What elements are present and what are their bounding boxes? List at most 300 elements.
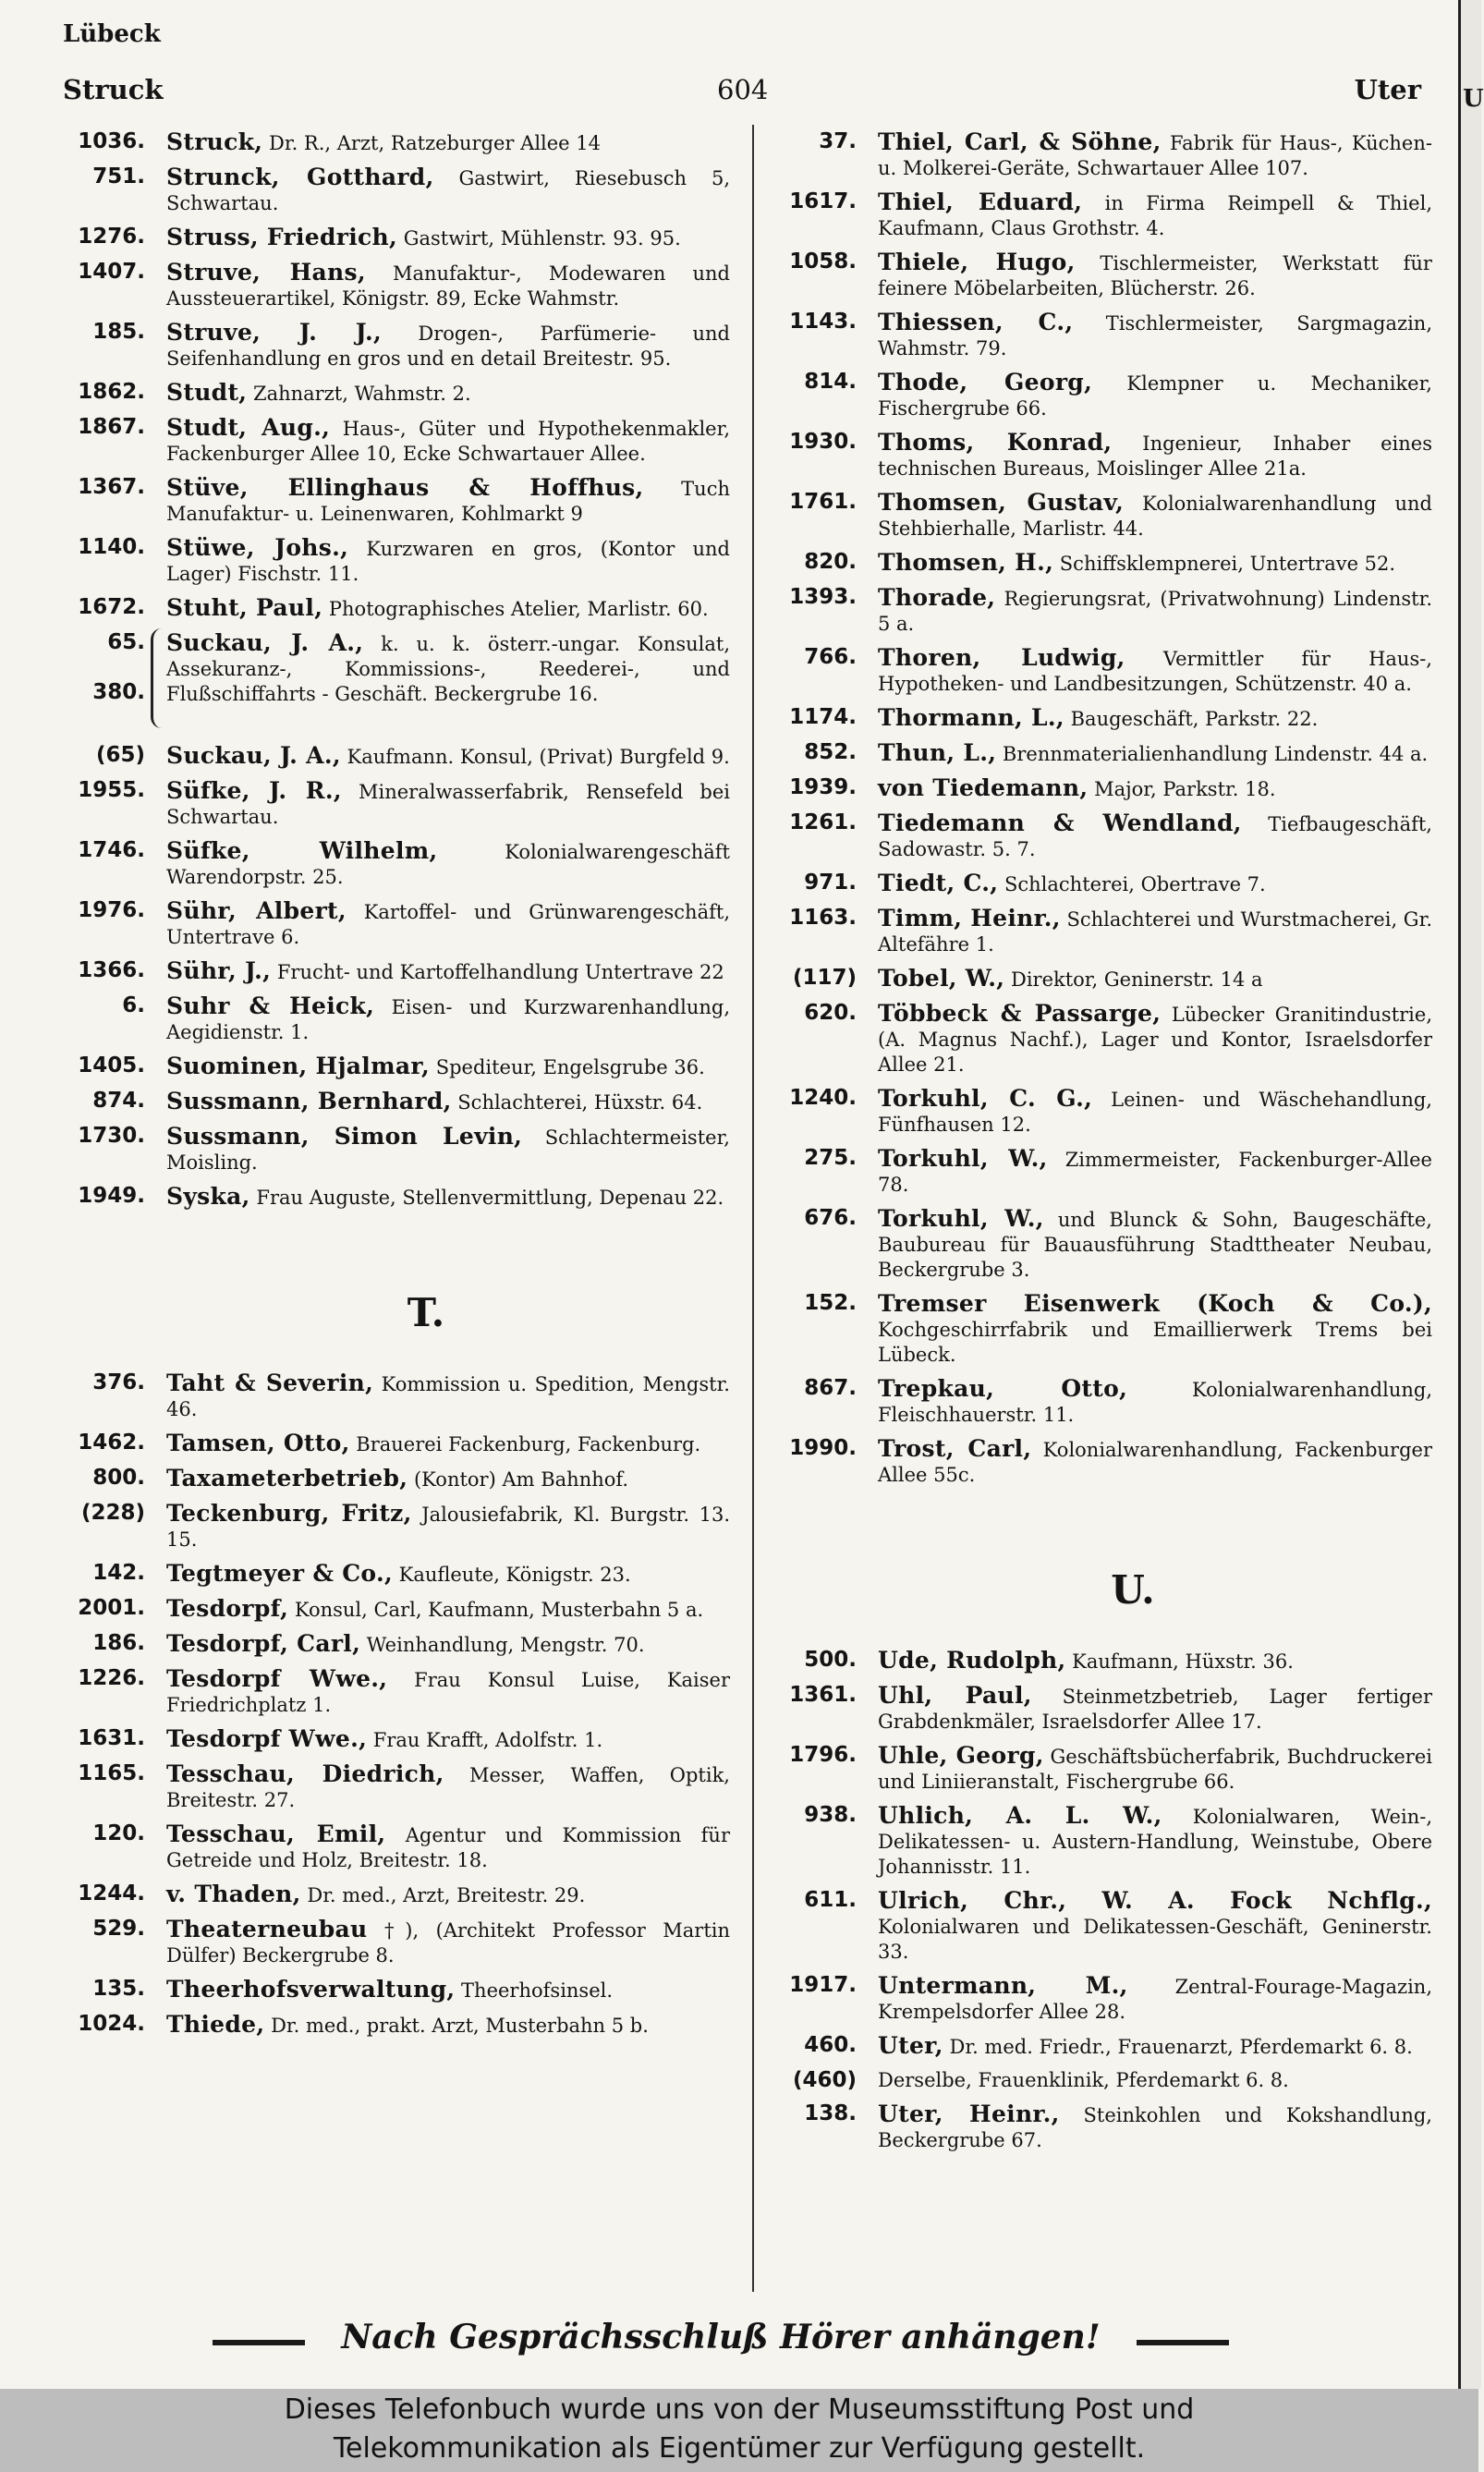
directory-entry [57, 1184, 730, 1211]
entry-text [878, 1803, 1432, 1880]
directory-entry [57, 1666, 730, 1718]
directory-entry [57, 1761, 730, 1813]
phone-number: 1631. [78, 1726, 145, 1750]
entry-text [878, 1376, 1432, 1428]
phone-number: 1761. [789, 490, 857, 514]
directory-entry [769, 645, 1432, 697]
entry-text [166, 260, 730, 311]
subscriber-name: Uhlich, A. L. W., [878, 1802, 1162, 1829]
directory-entry [769, 129, 1432, 181]
subscriber-name: Tesdorpf Wwe., [166, 1665, 388, 1692]
subscriber-details: Konsul, Carl, Kaufmann, Musterbahn 5 a. [294, 1599, 704, 1621]
directory-entry [57, 1370, 730, 1422]
entry-text [878, 2101, 1432, 2153]
subscriber-details: Frucht- und Kartoffelhandlung Untertrave 22 [276, 961, 724, 983]
subscriber-name: Tesdorpf Wwe., [166, 1725, 368, 1752]
subscriber-name: Strunck, Gotthard, [166, 164, 434, 190]
subscriber-details: Kochgeschirrfabrik und Emaillierwerk Trems bei Lübeck. [878, 1319, 1432, 1366]
directory-entry [769, 370, 1432, 421]
directory-entry [769, 810, 1432, 862]
section-letter-heading: U. [1111, 1567, 1155, 1613]
entry-text [166, 1726, 730, 1753]
directory-entry [57, 260, 730, 311]
subscriber-name: Ude, Rudolph, [878, 1647, 1066, 1674]
directory-entry [769, 1973, 1432, 2025]
entry-text [166, 2012, 730, 2039]
subscriber-details: Zahnarzt, Wahmstr. 2. [253, 383, 471, 405]
subscriber-details: Schlachterei und Wurstmacherei, Gr. Altefähre 1. [878, 908, 1432, 956]
phone-number: 611. [804, 1888, 857, 1912]
subscriber-name: Trepkau, Otto, [878, 1375, 1128, 1402]
entry-text [166, 778, 730, 830]
phone-number: 376. [92, 1370, 145, 1394]
phone-number: 1746. [78, 838, 145, 862]
entry-text [878, 370, 1432, 421]
subscriber-name: Uter, [878, 2032, 943, 2059]
phone-number: 814. [804, 370, 857, 394]
entry-text [878, 1291, 1432, 1368]
subscriber-name: Sussmann, Bernhard, [166, 1088, 452, 1114]
subscriber-name: Taxameterbetrieb, [166, 1465, 408, 1492]
subscriber-details: Tiefbaugeschäft, Sadowastr. 5. 7. [878, 813, 1432, 860]
entry-text [166, 898, 730, 950]
column-divider [752, 125, 754, 2292]
entry-text [878, 775, 1432, 802]
entry-text [878, 1888, 1432, 1965]
phone-number: 751. [92, 164, 145, 189]
entry-text [166, 1881, 730, 1908]
grouping-brace [151, 628, 163, 728]
entry-text [878, 1683, 1432, 1735]
entry-text [878, 1436, 1432, 1488]
subscriber-name: Tiedemann & Wendland, [878, 810, 1242, 836]
entry-text [878, 189, 1432, 241]
entry-text [166, 1124, 730, 1175]
entry-text [166, 1466, 730, 1492]
phone-number: 800. [92, 1466, 145, 1490]
subscriber-details: Gastwirt, Riesebusch 5, Schwartau. [166, 167, 730, 214]
subscriber-name: Tobel, W., [878, 965, 1005, 992]
subscriber-name: Ulrich, Chr., W. A. Fock Nchflg., [878, 1887, 1432, 1914]
directory-entry [57, 630, 730, 730]
directory-entry [769, 1376, 1432, 1428]
phone-number: 820. [804, 550, 857, 574]
entry-text [166, 1431, 730, 1457]
directory-entry [57, 475, 730, 527]
subscriber-name: Teckenburg, Fritz, [166, 1500, 412, 1527]
directory-entry [769, 310, 1432, 361]
directory-entry [57, 129, 730, 156]
subscriber-name: Thoren, Ludwig, [878, 644, 1125, 671]
subscriber-details: Kurzwaren en gros, (Kontor und Lager) Fischstr. 11. [166, 538, 730, 585]
subscriber-details: Kaufmann, Hüxstr. 36. [1072, 1650, 1294, 1673]
phone-number: 1174. [789, 705, 857, 729]
right-keyword: Uter [1354, 74, 1421, 105]
directory-entry [769, 775, 1432, 802]
phone-number: 1672. [78, 595, 145, 619]
phone-number: 1617. [789, 189, 857, 213]
entry-text [878, 550, 1432, 577]
entry-text [166, 1596, 730, 1623]
phone-number: 529. [92, 1917, 145, 1941]
subscriber-details: Frau Konsul Luise, Kaiser Friedrichplatz 1. [166, 1669, 730, 1716]
phone-number: 874. [92, 1089, 145, 1113]
subscriber-name: Torkuhl, W., [878, 1145, 1048, 1172]
subscriber-details: Leinen- und Wäschehandlung, Fünfhausen 12. [878, 1089, 1432, 1136]
subscriber-details: k. u. k. österr.-ungar. Konsulat, Assekuranz-, Kommissions-, Reederei-, und Flußschiffahrts - Geschäft. Beckergrube 16. [166, 633, 730, 705]
subscriber-details: Tischlermeister, Sargmagazin, Wahmstr. 79. [878, 312, 1432, 359]
entry-text [166, 993, 730, 1045]
directory-entry [769, 871, 1432, 897]
directory-entry [57, 1726, 730, 1753]
entry-text [878, 740, 1432, 767]
entry-text [166, 1761, 730, 1813]
phone-number: 138. [804, 2101, 857, 2125]
entry-text [166, 475, 730, 527]
subscriber-name: Stüve, Ellinghaus & Hoffhus, [166, 474, 644, 501]
entry-text [878, 250, 1432, 301]
phone-number: 938. [804, 1803, 857, 1827]
entry-text [166, 1821, 730, 1873]
subscriber-details: Frau Auguste, Stellenvermittlung, Depenau 22. [256, 1187, 724, 1209]
subscriber-details: Agentur und Kommission für Getreide und Holz, Breitestr. 18. [166, 1824, 730, 1871]
subscriber-details: Frau Krafft, Adolfstr. 1. [372, 1729, 603, 1751]
directory-entry [769, 250, 1432, 301]
phone-number: 65. [107, 630, 145, 654]
phone-number: 1143. [789, 310, 857, 334]
directory-entry [769, 705, 1432, 732]
phone-number: 1165. [78, 1761, 145, 1785]
subscriber-details: Tuch Manufaktur- u. Leinenwaren, Kohlmarkt 9 [166, 478, 730, 525]
subscriber-details: und Blunck & Sohn, Baugeschäfte, Baubureau für Bauausführung Stadttheater Neubau, Beckergrube 3. [878, 1209, 1432, 1281]
subscriber-name: Theaterneubau [166, 1916, 368, 1942]
subscriber-name: Thomsen, H., [878, 549, 1054, 576]
subscriber-name: Thode, Georg, [878, 369, 1093, 396]
subscriber-details: Kolonialwarenhandlung, Fleischhauerstr. 11. [878, 1379, 1432, 1426]
subscriber-name: Torkuhl, W., [878, 1205, 1044, 1232]
phone-number: 120. [92, 1821, 145, 1845]
subscriber-name: Tegtmeyer & Co., [166, 1560, 393, 1587]
phone-number: 185. [92, 320, 145, 344]
directory-entry [769, 550, 1432, 577]
phone-number: 1955. [78, 778, 145, 802]
directory-entry [769, 585, 1432, 637]
phone-number: 1244. [78, 1881, 145, 1906]
subscriber-details: Jalousiefabrik, Kl. Burgstr. 13. 15. [166, 1504, 730, 1551]
subscriber-name: Struck, [166, 128, 263, 155]
phone-number: 1462. [78, 1431, 145, 1455]
phone-number-secondary: 380. [92, 680, 145, 704]
phone-number: 1949. [78, 1184, 145, 1208]
directory-entry [769, 430, 1432, 481]
subscriber-name: Tesdorpf, Carl, [166, 1630, 361, 1657]
phone-number: (65) [95, 743, 145, 767]
subscriber-details: Direktor, Geninerstr. 14 a [1010, 968, 1263, 991]
next-page-edge-letter: U [1463, 85, 1484, 113]
entry-text [878, 1973, 1432, 2025]
subscriber-details: Dr. med., prakt. Arzt, Musterbahn 5 b. [271, 2015, 649, 2037]
subscriber-details: Schiffsklempnerei, Untertrave 52. [1059, 553, 1396, 575]
subscriber-name: Taht & Severin, [166, 1370, 374, 1396]
subscriber-name: von Tiedemann, [878, 774, 1089, 801]
left-keyword: Struck [63, 74, 164, 105]
directory-entry [769, 1291, 1432, 1368]
entry-text [878, 310, 1432, 361]
subscriber-name: Thormann, L., [878, 704, 1064, 731]
entry-text [878, 2068, 1432, 2093]
subscriber-details: Schlachterei, Hüxstr. 64. [457, 1091, 703, 1114]
page-number: 604 [717, 74, 769, 105]
directory-entry [57, 164, 730, 216]
subscriber-name: Tremser Eisenwerk (Koch & Co.), [878, 1290, 1432, 1317]
subscriber-details: Dr. med. Friedr., Frauenarzt, Pferdemarkt 6. 8. [949, 2036, 1413, 2058]
subscriber-name: Struss, Friedrich, [166, 224, 398, 250]
directory-entry [769, 1803, 1432, 1880]
subscriber-details: Vermittler für Haus-, Hypotheken- und Landbesitzungen, Schützenstr. 40 a. [878, 648, 1432, 695]
phone-number: 852. [804, 740, 857, 764]
subscriber-details: Kolonialwarenhandlung und Stehbierhalle, Marlistr. 44. [878, 493, 1432, 540]
caption-line-1: Dieses Telefonbuch wurde uns von der Museumsstiftung Post und [284, 2393, 1195, 2426]
phone-number: 1867. [78, 415, 145, 439]
phone-number: 1796. [789, 1743, 857, 1767]
subscriber-details: Spediteur, Engelsgrube 36. [435, 1056, 705, 1078]
entry-text [878, 906, 1432, 957]
entry-text [166, 958, 730, 985]
phone-number: 1939. [789, 775, 857, 799]
subscriber-details: Kolonialwaren und Delikatessen-Geschäft, Geninerstr. 33. [878, 1916, 1432, 1963]
subscriber-details: Brennmaterialienhandlung Lindenstr. 44 a. [1002, 743, 1429, 765]
entry-text [166, 535, 730, 587]
phone-number: 971. [804, 871, 857, 895]
directory-entry [57, 415, 730, 467]
directory-entry [769, 1743, 1432, 1795]
phone-number: 867. [804, 1376, 857, 1400]
subscriber-details: Kartoffel- und Grünwarengeschäft, Untertrave 6. [166, 901, 730, 948]
directory-entry [57, 993, 730, 1045]
subscriber-details: Schlachtermeister, Moisling. [166, 1126, 730, 1174]
directory-entry [57, 1466, 730, 1492]
directory-entry [57, 535, 730, 587]
phone-number: 1163. [789, 906, 857, 930]
entry-text [166, 1977, 730, 2003]
subscriber-details: Geschäftsbücherfabrik, Buchdruckerei und Liniieranstalt, Fischergrube 66. [878, 1746, 1432, 1793]
subscriber-name: Tesdorpf, [166, 1595, 289, 1622]
subscriber-name: Uhl, Paul, [878, 1682, 1032, 1709]
entry-text [166, 1666, 730, 1718]
subscriber-details: Kolonialwarengeschäft Warendorpstr. 25. [166, 841, 730, 888]
subscriber-details: Manufaktur-, Modewaren und Aussteuerartikel, Königstr. 89, Ecke Wahmstr. [166, 262, 730, 310]
subscriber-name: Untermann, M., [878, 1972, 1128, 1999]
phone-number: 1024. [78, 2012, 145, 2036]
entry-text [166, 630, 730, 707]
subscriber-details: Steinkohlen und Kokshandlung, Beckergrube 67. [878, 2104, 1432, 2151]
directory-entry [769, 1146, 1432, 1198]
subscriber-details: Zimmermeister, Fackenburger-Allee 78. [878, 1149, 1432, 1196]
entry-text [878, 2033, 1432, 2060]
entry-text [878, 705, 1432, 732]
directory-entry [57, 1596, 730, 1623]
subscriber-details: Haus-, Güter und Hypothekenmakler, Fackenburger Allee 10, Ecke Schwartauer Allee. [166, 418, 731, 465]
phone-number: 1990. [789, 1436, 857, 1460]
subscriber-details: Major, Parkstr. 18. [1094, 778, 1276, 800]
subscriber-details: Kolonialwarenhandlung, Fackenburger Allee 55c. [878, 1439, 1432, 1486]
subscriber-name: Timm, Heinr., [878, 905, 1061, 932]
subscriber-details: Ingenieur, Inhaber eines technischen Bureaus, Moislinger Allee 21a. [878, 432, 1432, 480]
subscriber-name: Sussmann, Simon Levin, [166, 1123, 523, 1150]
phone-number: 1036. [78, 129, 145, 153]
entry-text [878, 490, 1432, 542]
subscriber-name: Suhr & Heick, [166, 992, 375, 1019]
phone-number: 1226. [78, 1666, 145, 1690]
entry-text [166, 1561, 730, 1588]
entry-text [166, 1184, 730, 1211]
subscriber-name: Thiele, Hugo, [878, 249, 1076, 275]
phone-number: 135. [92, 1977, 145, 2001]
caption-line-2: Telekommunikation als Eigentümer zur Verfügung gestellt. [333, 2432, 1146, 2465]
subscriber-details: Dr. R., Arzt, Ratzeburger Allee 14 [269, 132, 601, 154]
phone-number: 460. [804, 2033, 857, 2057]
phone-number: 1261. [789, 810, 857, 834]
subscriber-name: Thoms, Konrad, [878, 429, 1113, 456]
phone-number: 1976. [78, 898, 145, 922]
entry-text [878, 1146, 1432, 1198]
phone-number: 37. [819, 129, 857, 153]
subscriber-name: Tesschau, Diedrich, [166, 1760, 444, 1787]
phone-number: (228) [80, 1501, 145, 1525]
directory-entry [57, 778, 730, 830]
subscriber-name: Thiede, [166, 2011, 265, 2038]
subscriber-details: Kaufmann. Konsul, (Privat) Burgfeld 9. [347, 746, 730, 768]
directory-entry [57, 1561, 730, 1588]
subscriber-details: Klempner u. Mechaniker, Fischergrube 66. [878, 372, 1432, 420]
subscriber-name: Uter, Heinr., [878, 2101, 1060, 2127]
phone-number: 500. [804, 1648, 857, 1672]
entry-text [166, 1917, 730, 1968]
directory-entry [57, 1501, 730, 1553]
entry-text [166, 1089, 730, 1115]
entry-text [166, 225, 730, 251]
directory-entry [769, 2033, 1432, 2060]
directory-entry [769, 1001, 1432, 1078]
subscriber-name: Theerhofsverwaltung, [166, 1976, 456, 2003]
directory-entry [769, 2101, 1432, 2153]
entry-text [166, 838, 730, 890]
phone-number: 1276. [78, 225, 145, 249]
phone-number: 152. [804, 1291, 857, 1315]
directory-entry [57, 380, 730, 407]
entry-text [878, 1648, 1432, 1674]
phone-number: 142. [92, 1561, 145, 1585]
subscriber-details: Brauerei Fackenburg, Fackenburg. [356, 1433, 701, 1455]
phone-number: 766. [804, 645, 857, 669]
subscriber-name: Thiessen, C., [878, 309, 1074, 335]
directory-entry [57, 1431, 730, 1457]
entry-text [878, 1001, 1432, 1078]
directory-entry [769, 966, 1432, 992]
subscriber-name: Thiel, Eduard, [878, 189, 1083, 215]
directory-entry [57, 1053, 730, 1080]
subscriber-details: Baugeschäft, Parkstr. 22. [1070, 708, 1319, 730]
phone-number: 1367. [78, 475, 145, 499]
page-header [63, 74, 1421, 111]
phone-number: (117) [792, 966, 857, 990]
phone-number: 1405. [78, 1053, 145, 1078]
subscriber-name: Uhle, Georg, [878, 1742, 1044, 1769]
directory-entry [57, 2012, 730, 2039]
subscriber-details: Dr. med., Arzt, Breitestr. 29. [307, 1884, 586, 1906]
subscriber-name: Suckau, J. A., [166, 629, 364, 656]
subscriber-name: Suckau, J. A., [166, 742, 341, 769]
attribution-caption [0, 2389, 1478, 2472]
directory-entry [769, 1683, 1432, 1735]
subscriber-details: Regierungsrat, (Privatwohnung) Lindenstr. 5 a. [878, 588, 1432, 635]
subscriber-details: Zentral-Fourage-Magazin, Krempelsdorfer Allee 28. [878, 1976, 1432, 2023]
subscriber-details: Mineralwasserfabrik, Rensefeld bei Schwartau. [166, 781, 730, 828]
subscriber-name: Struve, J. J., [166, 319, 382, 346]
phone-number: 676. [804, 1206, 857, 1230]
directory-entry [769, 1206, 1432, 1283]
subscriber-name: Sühr, Albert, [166, 897, 347, 924]
phone-number: 186. [92, 1631, 145, 1655]
left-column [57, 129, 730, 2047]
subscriber-name: Stüwe, Johs., [166, 534, 349, 561]
subscriber-details: Messer, Waffen, Optik, Breitestr. 27. [166, 1764, 730, 1811]
subscriber-name: v. Thaden, [166, 1881, 301, 1907]
entry-text [166, 129, 730, 156]
directory-entry [769, 906, 1432, 957]
directory-entry [769, 490, 1432, 542]
subscriber-name: Syska, [166, 1183, 250, 1210]
subscriber-details: Kommission u. Spedition, Mengstr. 46. [166, 1373, 730, 1420]
phone-number: 1240. [789, 1086, 857, 1110]
entry-text [166, 164, 730, 216]
subscriber-details: Weinhandlung, Mengstr. 70. [366, 1634, 645, 1656]
directory-entry [57, 1821, 730, 1873]
subscriber-name: Tesschau, Emil, [166, 1821, 386, 1847]
phone-number: 1361. [789, 1683, 857, 1707]
entry-text [166, 380, 730, 407]
directory-entry [57, 1124, 730, 1175]
entry-text [166, 743, 730, 770]
footer-rule-right [1137, 2340, 1229, 2345]
phone-number: (460) [792, 2068, 857, 2092]
phone-number: 275. [804, 1146, 857, 1170]
entry-text [166, 1370, 730, 1422]
subscriber-details: in Firma Reimpell & Thiel, Kaufmann, Claus Grothstr. 4. [878, 192, 1432, 239]
subscriber-details: Photographisches Atelier, Marlistr. 60. [328, 598, 709, 620]
directory-entry [769, 2068, 1432, 2093]
subscriber-details: Schlachterei, Obertrave 7. [1004, 873, 1266, 895]
entry-text [166, 415, 730, 467]
subscriber-name: Tiedt, C., [878, 870, 999, 896]
directory-entry [57, 595, 730, 622]
phone-number: 1058. [789, 250, 857, 274]
subscriber-details: Derselbe, Frauenklinik, Pferdemarkt 6. 8. [878, 2069, 1289, 2091]
directory-entry [769, 189, 1432, 241]
entry-text [878, 585, 1432, 637]
directory-entry [57, 1089, 730, 1115]
right-column [769, 129, 1432, 2161]
subscriber-name: Tamsen, Otto, [166, 1430, 350, 1456]
directory-entry [769, 1888, 1432, 1965]
directory-entry [57, 1917, 730, 1968]
subscriber-details: Lübecker Granitindustrie, (A. Magnus Nachf.), Lager und Kontor, Israelsdorfer Allee 21. [878, 1004, 1432, 1076]
subscriber-name: Torkuhl, C. G., [878, 1085, 1093, 1112]
phone-number: 1393. [789, 585, 857, 609]
section-letter-heading: T. [407, 1290, 445, 1335]
directory-entry [57, 1977, 730, 2003]
subscriber-name: Thiel, Carl, & Söhne, [878, 128, 1162, 155]
